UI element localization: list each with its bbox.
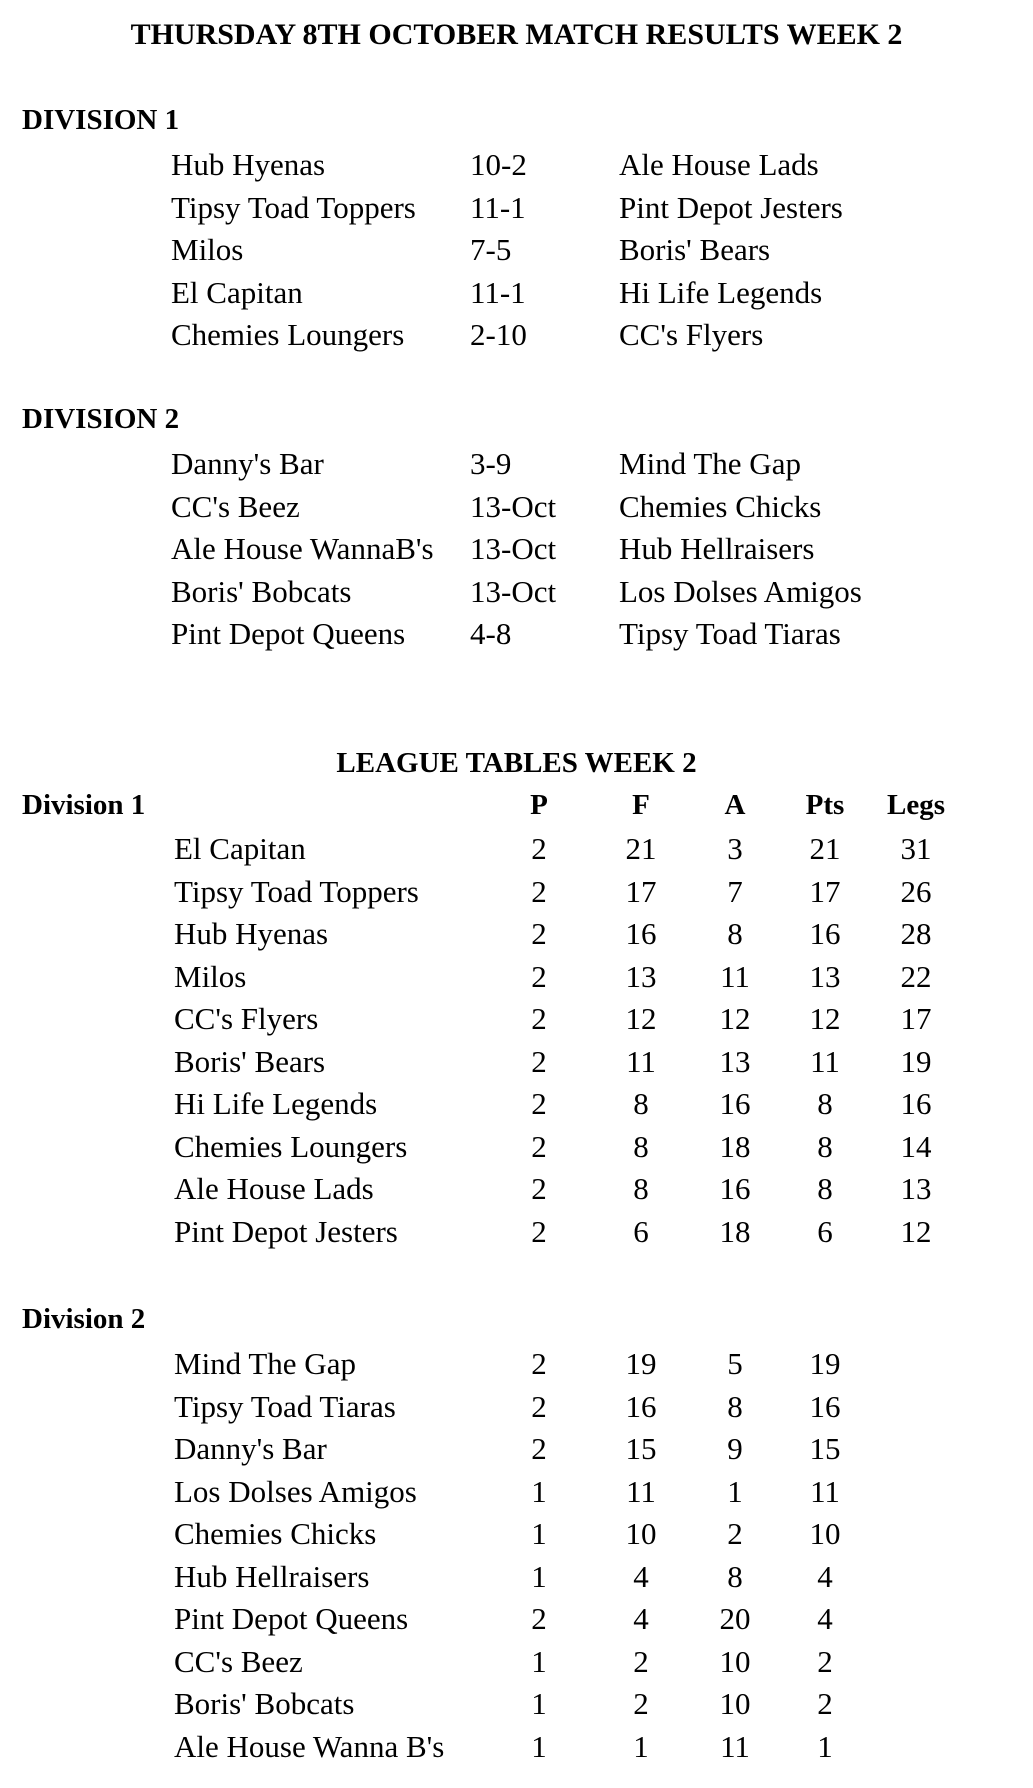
column-header-pts: Pts <box>805 789 845 821</box>
team-name: Mind The Gap <box>174 1346 356 1381</box>
column-header-p: P <box>530 789 548 821</box>
match-score: 3-9 <box>470 446 512 481</box>
cell-pts: 13 <box>809 959 841 994</box>
team-name: CC's Beez <box>174 1644 303 1679</box>
cell-f: 13 <box>625 959 657 994</box>
match-score: 13-Oct <box>470 489 557 524</box>
team-name: Ale House Lads <box>174 1171 374 1206</box>
match-away-team: Hub Hellraisers <box>619 531 815 566</box>
cell-pts: 4 <box>817 1601 833 1636</box>
cell-p: 2 <box>531 1389 547 1424</box>
cell-a: 8 <box>727 1559 743 1594</box>
team-name: Los Dolses Amigos <box>174 1474 417 1509</box>
cell-a: 10 <box>719 1644 751 1679</box>
cell-p: 1 <box>531 1729 547 1764</box>
cell-legs: 19 <box>900 1044 932 1079</box>
cell-p: 2 <box>531 1001 547 1036</box>
cell-pts: 16 <box>809 1389 841 1424</box>
cell-a: 9 <box>727 1431 743 1466</box>
table-division-2-heading: Division 2 <box>22 1303 146 1335</box>
cell-p: 2 <box>531 916 547 951</box>
match-away-team: Mind The Gap <box>619 446 801 481</box>
team-name: Tipsy Toad Toppers <box>174 874 419 909</box>
cell-legs: 17 <box>900 1001 932 1036</box>
match-away-team: Hi Life Legends <box>619 275 823 310</box>
cell-f: 21 <box>625 831 657 866</box>
team-name: Boris' Bobcats <box>174 1686 355 1721</box>
cell-f: 17 <box>625 874 657 909</box>
cell-f: 15 <box>625 1431 657 1466</box>
cell-p: 2 <box>531 874 547 909</box>
cell-a: 11 <box>720 1729 750 1764</box>
results-division-1-heading: DIVISION 1 <box>22 104 180 136</box>
cell-p: 1 <box>531 1474 547 1509</box>
match-away-team: Chemies Chicks <box>619 489 822 524</box>
team-name: Danny's Bar <box>174 1431 327 1466</box>
match-away-team: Tipsy Toad Tiaras <box>619 616 841 651</box>
cell-a: 10 <box>719 1686 751 1721</box>
cell-f: 19 <box>625 1346 657 1381</box>
team-name: Hub Hellraisers <box>174 1559 370 1594</box>
cell-a: 18 <box>719 1214 751 1249</box>
cell-p: 1 <box>531 1686 547 1721</box>
cell-p: 2 <box>531 1601 547 1636</box>
cell-f: 4 <box>633 1559 649 1594</box>
cell-f: 4 <box>633 1601 649 1636</box>
cell-p: 1 <box>531 1559 547 1594</box>
cell-f: 12 <box>625 1001 657 1036</box>
match-home-team: Milos <box>171 232 244 267</box>
cell-p: 1 <box>531 1516 547 1551</box>
cell-a: 7 <box>727 874 743 909</box>
cell-pts: 2 <box>817 1686 833 1721</box>
cell-a: 11 <box>720 959 750 994</box>
cell-legs: 22 <box>900 959 932 994</box>
cell-f: 2 <box>633 1644 649 1679</box>
cell-pts: 17 <box>809 874 841 909</box>
page-title: THURSDAY 8TH OCTOBER MATCH RESULTS WEEK 2 <box>130 18 903 51</box>
team-name: Ale House Wanna B's <box>174 1729 445 1764</box>
match-home-team: Pint Depot Queens <box>171 616 406 651</box>
cell-a: 13 <box>719 1044 751 1079</box>
cell-legs: 13 <box>900 1171 932 1206</box>
match-home-team: Hub Hyenas <box>171 147 326 182</box>
cell-legs: 31 <box>900 831 932 866</box>
cell-pts: 10 <box>809 1516 841 1551</box>
cell-a: 2 <box>727 1516 743 1551</box>
cell-p: 2 <box>531 1086 547 1121</box>
cell-f: 10 <box>625 1516 657 1551</box>
match-score: 4-8 <box>470 616 512 651</box>
cell-f: 16 <box>625 1389 657 1424</box>
cell-p: 2 <box>531 831 547 866</box>
cell-pts: 21 <box>809 831 841 866</box>
cell-pts: 1 <box>817 1729 833 1764</box>
cell-a: 16 <box>719 1086 751 1121</box>
cell-pts: 6 <box>817 1214 833 1249</box>
match-score: 7-5 <box>470 232 512 267</box>
team-name: Hi Life Legends <box>174 1086 378 1121</box>
match-score: 2-10 <box>470 317 527 352</box>
team-name: Boris' Bears <box>174 1044 326 1079</box>
cell-pts: 8 <box>817 1086 833 1121</box>
match-score: 13-Oct <box>470 574 557 609</box>
cell-a: 3 <box>727 831 743 866</box>
cell-a: 8 <box>727 916 743 951</box>
team-name: Pint Depot Jesters <box>174 1214 398 1249</box>
cell-pts: 2 <box>817 1644 833 1679</box>
team-name: CC's Flyers <box>174 1001 319 1036</box>
column-header-a: A <box>724 789 746 821</box>
cell-p: 2 <box>531 1214 547 1249</box>
cell-a: 18 <box>719 1129 751 1164</box>
team-name: El Capitan <box>174 831 306 866</box>
match-away-team: Ale House Lads <box>619 147 819 182</box>
team-name: Tipsy Toad Tiaras <box>174 1389 396 1424</box>
match-home-team: Ale House WannaB's <box>171 531 434 566</box>
cell-p: 2 <box>531 1346 547 1381</box>
table-division-1-heading: Division 1 <box>22 789 146 821</box>
team-name: Hub Hyenas <box>174 916 329 951</box>
cell-f: 11 <box>626 1044 656 1079</box>
match-home-team: Boris' Bobcats <box>171 574 352 609</box>
cell-a: 20 <box>719 1601 751 1636</box>
cell-pts: 19 <box>809 1346 841 1381</box>
match-score: 13-Oct <box>470 531 557 566</box>
cell-p: 1 <box>531 1644 547 1679</box>
cell-p: 2 <box>531 1171 547 1206</box>
cell-legs: 26 <box>900 874 932 909</box>
match-away-team: Los Dolses Amigos <box>619 574 862 609</box>
cell-a: 8 <box>727 1389 743 1424</box>
cell-p: 2 <box>531 1431 547 1466</box>
team-name: Milos <box>174 959 247 994</box>
cell-pts: 12 <box>809 1001 841 1036</box>
results-division-2-heading: DIVISION 2 <box>22 403 180 435</box>
cell-pts: 8 <box>817 1129 833 1164</box>
cell-pts: 11 <box>810 1044 840 1079</box>
match-home-team: Chemies Loungers <box>171 317 405 352</box>
cell-a: 5 <box>727 1346 743 1381</box>
cell-f: 6 <box>633 1214 649 1249</box>
match-home-team: CC's Beez <box>171 489 300 524</box>
cell-p: 2 <box>531 959 547 994</box>
column-header-legs: Legs <box>887 789 945 821</box>
cell-f: 8 <box>633 1129 649 1164</box>
cell-legs: 12 <box>900 1214 932 1249</box>
cell-p: 2 <box>531 1044 547 1079</box>
cell-pts: 15 <box>809 1431 841 1466</box>
cell-p: 2 <box>531 1129 547 1164</box>
match-score: 10-2 <box>470 147 527 182</box>
match-away-team: Boris' Bears <box>619 232 771 267</box>
match-home-team: Tipsy Toad Toppers <box>171 190 416 225</box>
cell-pts: 4 <box>817 1559 833 1594</box>
cell-a: 12 <box>719 1001 751 1036</box>
match-score: 11-1 <box>470 190 526 225</box>
column-header-f: F <box>632 789 650 821</box>
cell-f: 11 <box>626 1474 656 1509</box>
cell-pts: 8 <box>817 1171 833 1206</box>
cell-pts: 16 <box>809 916 841 951</box>
cell-legs: 28 <box>900 916 932 951</box>
cell-f: 16 <box>625 916 657 951</box>
match-home-team: Danny's Bar <box>171 446 324 481</box>
match-home-team: El Capitan <box>171 275 303 310</box>
team-name: Pint Depot Queens <box>174 1601 409 1636</box>
league-tables-heading: LEAGUE TABLES WEEK 2 <box>336 747 697 779</box>
cell-f: 2 <box>633 1686 649 1721</box>
team-name: Chemies Loungers <box>174 1129 408 1164</box>
cell-pts: 11 <box>810 1474 840 1509</box>
match-score: 11-1 <box>470 275 526 310</box>
team-name: Chemies Chicks <box>174 1516 377 1551</box>
cell-f: 8 <box>633 1171 649 1206</box>
cell-f: 8 <box>633 1086 649 1121</box>
match-away-team: CC's Flyers <box>619 317 764 352</box>
cell-a: 1 <box>727 1474 743 1509</box>
match-away-team: Pint Depot Jesters <box>619 190 843 225</box>
cell-legs: 16 <box>900 1086 932 1121</box>
cell-a: 16 <box>719 1171 751 1206</box>
cell-f: 1 <box>633 1729 649 1764</box>
cell-legs: 14 <box>900 1129 932 1164</box>
